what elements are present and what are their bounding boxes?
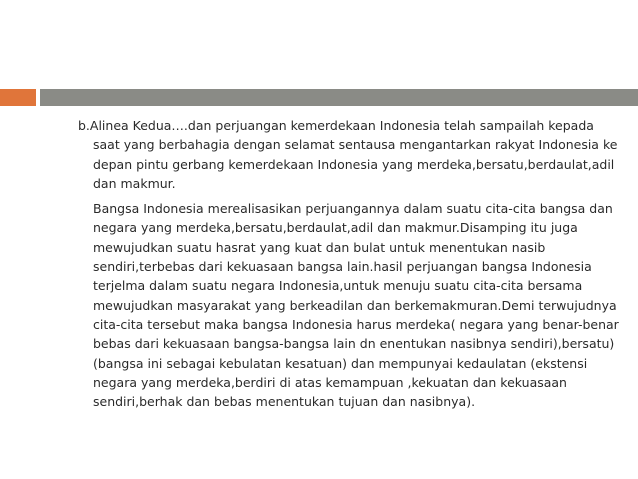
paragraph-alinea-kedua: b.Alinea Kedua….dan perjuangan kemerdekaan Indonesia telah sampailah kepada saat yang berbahagia dengan selamat sentausa mengantarkan rakyat Indonesia ke depan pintu gerbang kemerdekaan Indonesia yang merdeka,bersatu,berdaulat,adil dan makmur.	[78, 118, 618, 191]
header-bar-gray	[40, 89, 638, 106]
paragraph-explanation: Bangsa Indonesia merealisasikan perjuangannya dalam suatu cita-cita bangsa dan negara yang merdeka,bersatu,berdaulat,adil dan makmur.Disamping itu juga mewujudkan suatu hasrat yang kuat dan bulat untuk menentukan nasib sendiri,terbebas dari kekuasaan bangsa lain.hasil perjuangan bangsa Indonesia terjelma dalam suatu negara Indonesia,untuk menuju suatu cita-cita bersama mewujudkan masyarakat yang berkeadilan dan berkemakmuran.Demi terwujudnya cita-cita tersebut maka bangsa Indonesia harus merdeka( negara yang benar-benar bebas dari kekuasaan bangsa-bangsa lain dn enentukan nasibnya sendiri),bersatu)(bangsa ini sebagai kebulatan kesatuan) dan mempunyai kedaulatan (ekstensi negara yang merdeka,berdiri di atas kemampuan ,kekuatan dan kekuasaan sendiri,berhak dan bebas menentukan tujuan dan nasibnya).	[93, 201, 619, 410]
slide-body	[78, 116, 623, 411]
accent-bar-orange	[0, 89, 36, 106]
